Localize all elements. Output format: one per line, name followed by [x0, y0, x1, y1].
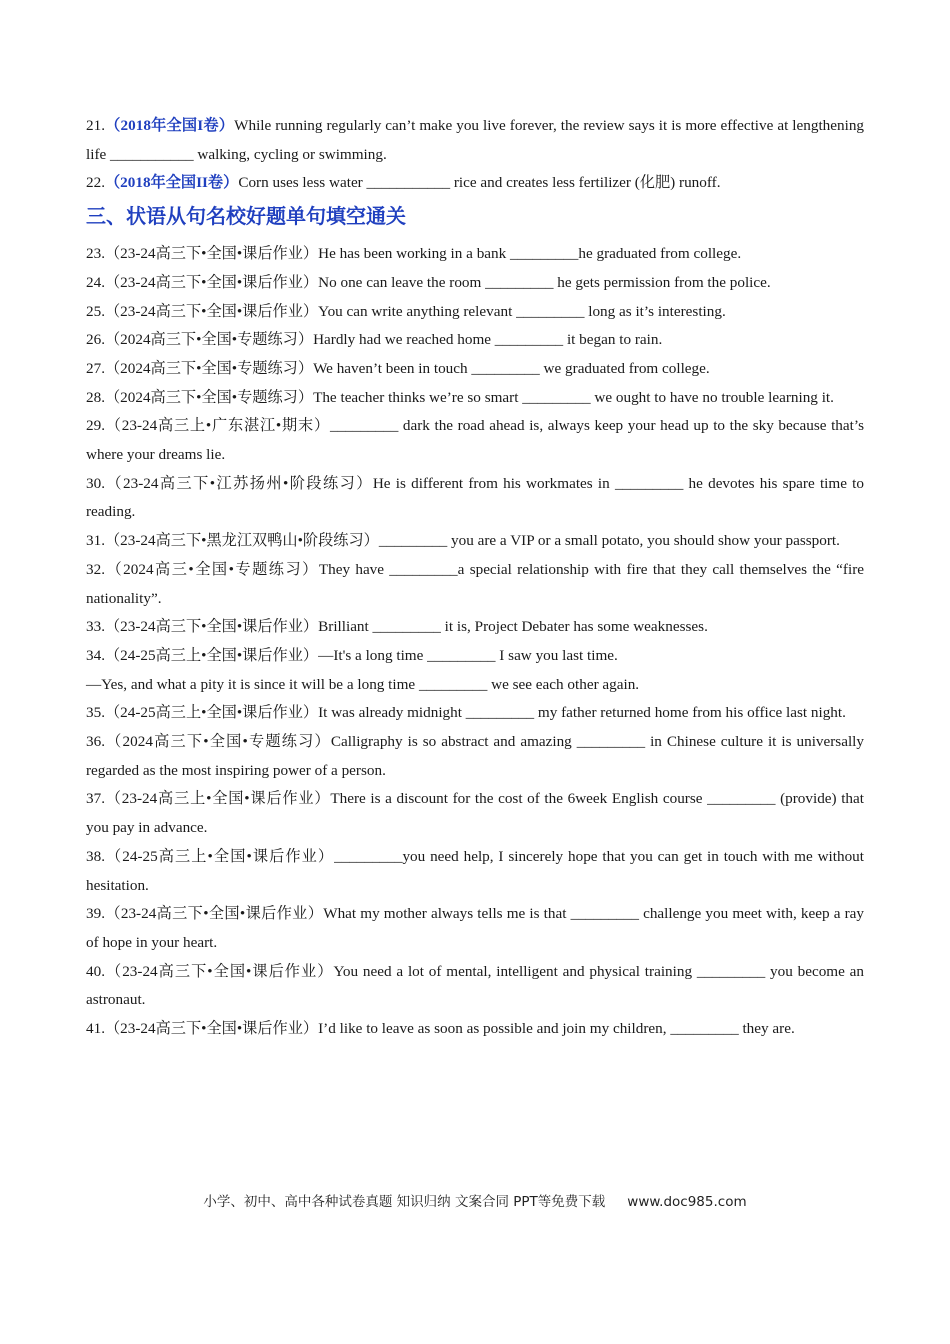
question-text: You need a lot of mental, intelligent and physical training _________ you become an astronaut. — [86, 962, 864, 1009]
question-source: （2024高三下•全国•专题练习） — [104, 388, 314, 406]
question-number: 30. — [86, 474, 105, 492]
question-source: （23-24高三上•广东湛江•期末） — [104, 417, 330, 435]
question-text: There is a discount for the cost of the 6week English course _________ (provide) that you pay in advance. — [86, 790, 864, 837]
question-source: （23-24高三下•江苏扬州•阶段练习） — [104, 474, 373, 492]
question-text: Brilliant _________ it is, Project Debater has some weaknesses. — [318, 618, 708, 636]
question-34-reply: —Yes, and what a pity it is since it will be a long time _________ we see each other again. — [86, 675, 640, 693]
question-source: （24-25高三上•全国•课后作业） — [104, 646, 319, 664]
question-text: _________ you are a VIP or a small potato, you should show your passport. — [378, 532, 840, 550]
question-22 — [86, 169, 864, 198]
question-source: （23-24高三下•全国•课后作业） — [104, 245, 319, 263]
section-heading: 三、状语从句名校好题单句填空通关 — [86, 204, 406, 229]
question-number: 31. — [86, 532, 105, 550]
question-number: 38. — [86, 847, 105, 865]
page-footer — [0, 1190, 950, 1210]
question-number: 21. — [86, 117, 105, 134]
footer-text: 小学、初中、高中各种试卷真题 知识归纳 文案合同 PPT等免费下载 — [203, 1194, 606, 1210]
question-21 — [86, 112, 864, 169]
question-text: I’d like to leave as soon as possible and join my children, _________ they are. — [318, 1020, 795, 1038]
question-41 — [86, 1015, 864, 1044]
question-text: _________ dark the road ahead is, always keep your head up to the sky because that’s where your dreams lie. — [86, 417, 864, 464]
question-number: 35. — [86, 704, 105, 722]
question-source: （23-24高三下•全国•课后作业） — [104, 1020, 319, 1038]
question-32 — [86, 556, 864, 613]
question-27 — [86, 355, 864, 384]
question-number: 23. — [86, 245, 105, 263]
question-37 — [86, 785, 864, 842]
question-number: 26. — [86, 331, 105, 349]
question-number: 24. — [86, 273, 105, 291]
question-33 — [86, 613, 864, 642]
question-source: （2018年全国I卷） — [104, 117, 235, 134]
question-23 — [86, 240, 864, 269]
document-content — [86, 112, 864, 1044]
question-source: （23-24高三下•全国•课后作业） — [104, 962, 334, 980]
question-number: 28. — [86, 388, 105, 406]
question-text: It was already midnight _________ my father returned home from his office last night. — [318, 704, 846, 722]
question-number: 27. — [86, 359, 105, 377]
question-source: （24-25高三上•全国•课后作业） — [104, 847, 335, 865]
question-39 — [86, 900, 864, 957]
question-text: What my mother always tells me is that _________ challenge you meet with, keep a ray of hope in your heart. — [86, 905, 864, 951]
question-28 — [86, 384, 864, 413]
question-text: He is different from his workmates in _________ he devotes his spare time to reading. — [86, 474, 864, 521]
question-source: （2024高三下•全国•专题练习） — [104, 733, 331, 751]
question-source: （24-25高三上•全国•课后作业） — [104, 704, 319, 722]
question-text: _________you need help, I sincerely hope that you can get in touch with me without hesitation. — [86, 847, 864, 894]
question-number: 29. — [86, 417, 105, 435]
question-text: You can write anything relevant _________ long as it’s interesting. — [318, 302, 726, 320]
question-text: No one can leave the room _________ he gets permission from the police. — [318, 273, 771, 291]
question-text: They have _________a special relationship with fire that they call themselves the “fire nationality”. — [86, 560, 864, 607]
question-source: （23-24高三上•全国•课后作业） — [104, 790, 331, 808]
question-number: 32. — [86, 560, 105, 578]
question-34 — [86, 642, 864, 671]
question-26 — [86, 326, 864, 355]
question-source: （23-24高三下•全国•课后作业） — [104, 273, 319, 291]
question-source: （23-24高三下•全国•课后作业） — [104, 618, 319, 636]
question-31 — [86, 527, 864, 556]
question-text: Calligraphy is so abstract and amazing _________ in Chinese culture it is universally regarded as the most inspiring power of a person. — [86, 733, 864, 779]
question-number: 22. — [86, 174, 105, 192]
question-source: （2024高三•全国•专题练习） — [104, 560, 319, 578]
question-text: He has been working in a bank _________he graduated from college. — [318, 245, 742, 263]
question-number: 37. — [86, 790, 105, 808]
question-number: 39. — [86, 905, 105, 923]
question-number: 33. — [86, 618, 105, 636]
question-source: （2024高三下•全国•专题练习） — [104, 331, 314, 349]
question-text: Corn uses less water ___________ rice and creates less fertilizer (化肥) runoff. — [238, 174, 721, 192]
question-number: 36. — [86, 733, 105, 751]
question-36 — [86, 728, 864, 785]
question-text: The teacher thinks we’re so smart _________ we ought to have no trouble learning it. — [313, 388, 834, 406]
question-source: （23-24高三下•全国•课后作业） — [104, 302, 319, 320]
question-29 — [86, 412, 864, 469]
question-40 — [86, 958, 864, 1015]
question-30 — [86, 470, 864, 527]
footer-site-link[interactable]: www.doc985.com — [627, 1194, 747, 1210]
question-source: （2024高三下•全国•专题练习） — [104, 359, 314, 377]
question-24 — [86, 269, 864, 298]
question-35 — [86, 699, 864, 728]
question-source: （23-24高三下•黑龙江双鸭山•阶段练习） — [104, 532, 379, 550]
question-number: 41. — [86, 1020, 105, 1038]
question-number: 25. — [86, 302, 105, 320]
question-number: 34. — [86, 646, 105, 664]
question-text: We haven’t been in touch _________ we graduated from college. — [313, 359, 710, 377]
question-25 — [86, 298, 864, 327]
question-text: While running regularly can’t make you live forever, the review says it is more effective at lengthening life ___________ walking, cycling or swimming. — [86, 117, 865, 163]
question-source: （23-24高三下•全国•课后作业） — [104, 905, 324, 923]
question-text: Hardly had we reached home _________ it began to rain. — [313, 331, 663, 349]
question-number: 40. — [86, 962, 105, 980]
question-source: （2018年全国II卷） — [104, 174, 239, 192]
question-38 — [86, 843, 864, 900]
question-text: —It's a long time _________ I saw you last time. — [318, 646, 618, 664]
